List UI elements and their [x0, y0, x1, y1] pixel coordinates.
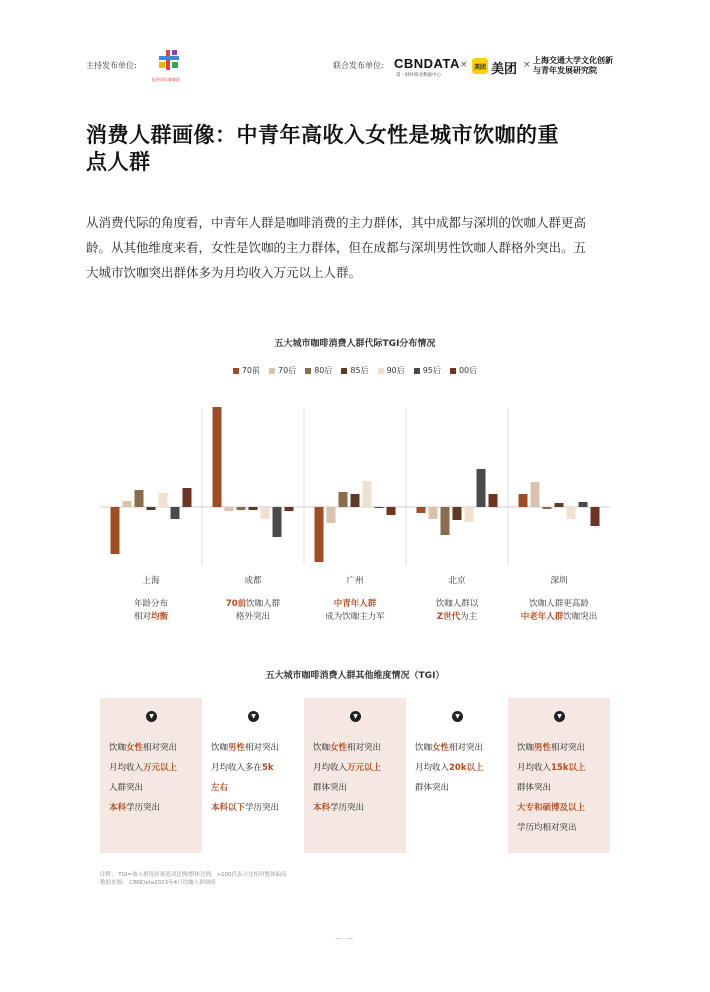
- legend-swatch: [378, 368, 384, 374]
- city-desc-chengdu: [202, 598, 304, 624]
- legend-swatch: [414, 368, 420, 374]
- legend-label: 95后: [422, 366, 441, 375]
- bar-广州-85后: [351, 494, 360, 507]
- card-highlight: 女性: [432, 743, 450, 753]
- card-text: 相对突出: [449, 743, 484, 753]
- desc-highlight: 均衡: [151, 612, 169, 622]
- legend-item: [269, 365, 296, 376]
- title-line-2: 点人群: [86, 150, 151, 174]
- bar-深圳-85后: [555, 503, 564, 507]
- bar-北京-80后: [441, 507, 450, 535]
- card-highlight: 20k以上: [449, 763, 484, 773]
- bar-上海-85后: [147, 507, 156, 510]
- city-label-guangzhou: 广州: [346, 576, 364, 586]
- note-line-2: 数据来源： CBNData2023年4月饮咖人群调研: [100, 880, 216, 886]
- card-text: 相对突出: [143, 743, 178, 753]
- sjtu-line-2: 与青年发展研究院: [533, 66, 597, 75]
- legend-item: [305, 365, 332, 376]
- chevron-down-icon: ▼: [146, 711, 157, 722]
- legend-item: [341, 365, 368, 376]
- bar-上海-70前: [111, 507, 120, 554]
- chart-legend: [100, 365, 610, 376]
- city-labels: [100, 572, 610, 632]
- card-highlight: 万元以上: [347, 763, 382, 773]
- chart-title: 五大城市咖啡消费人群代际TGI分布情况: [274, 339, 436, 349]
- desc-highlight: Z世代: [436, 612, 461, 622]
- bar-深圳-70前: [519, 494, 528, 507]
- bar-成都-85后: [249, 507, 258, 510]
- chart2-title: 五大城市咖啡消费人群其他维度情况（TGI）: [265, 671, 445, 681]
- card-text: 群体突出: [415, 783, 450, 793]
- city-label-chengdu: 成都: [244, 576, 262, 586]
- bar-上海-00后: [183, 488, 192, 507]
- bar-广州-70后: [327, 507, 336, 523]
- bar-成都-70后: [225, 507, 234, 511]
- cbndata-subtitle: 第一财经商业数据中心: [396, 73, 441, 78]
- card-text: 学历突出: [330, 803, 365, 813]
- legend-swatch: [341, 368, 347, 374]
- bar-成都-90后: [261, 507, 270, 519]
- desc-highlight: 中青年人群: [333, 599, 377, 609]
- legend-label: 90后: [386, 366, 405, 375]
- chevron-down-icon: ▼: [554, 711, 565, 722]
- card-text: 饮咖: [211, 743, 229, 753]
- card-text: 月均收入: [415, 763, 450, 773]
- card-highlight: 5k: [262, 763, 274, 773]
- meituan-logo-icon: 美团: [472, 58, 488, 74]
- desc-highlight: 70前: [225, 599, 247, 609]
- card-highlight: 男性: [228, 743, 246, 753]
- desc-text: 饮咖人群: [246, 599, 281, 609]
- paragraph-line-3: 大城市饮咖突出群体多为月均收入万元以上人群。: [86, 265, 362, 280]
- tgi-bar-chart: [100, 400, 610, 565]
- chevron-down-icon: ▼: [452, 711, 463, 722]
- card-highlight: 本科: [109, 803, 127, 813]
- host-org-name: 虹桥国际咖啡港: [152, 77, 180, 82]
- card-highlight: 15k以上: [551, 763, 586, 773]
- card-text: 学历突出: [126, 803, 161, 813]
- desc-line: 年龄分布: [133, 599, 168, 609]
- page-marks: — —: [335, 934, 354, 943]
- legend-item: [450, 365, 477, 376]
- bar-成都-80后: [237, 507, 246, 510]
- card-text: 人群突出: [109, 783, 144, 793]
- bar-深圳-90后: [567, 507, 576, 519]
- city-desc-shanghai: [100, 598, 202, 624]
- card-text: 相对突出: [347, 743, 382, 753]
- card-text: 学历均相对突出: [517, 823, 577, 833]
- city-label-shanghai: 上海: [142, 576, 160, 586]
- bar-广州-70前: [315, 507, 324, 562]
- intro-paragraph: [86, 210, 646, 285]
- sjtu-line-1: 上海交通大学文化创新: [533, 56, 613, 65]
- legend-swatch: [269, 368, 275, 374]
- city-desc-shenzhen: [508, 598, 610, 624]
- card-highlight: 本科: [313, 803, 331, 813]
- card-highlight: 万元以上: [143, 763, 178, 773]
- bar-深圳-95后: [579, 502, 588, 507]
- bar-深圳-00后: [591, 507, 600, 526]
- bar-北京-95后: [477, 469, 486, 507]
- legend-label: 85后: [350, 366, 369, 375]
- bar-成都-00后: [285, 507, 294, 511]
- bar-广州-90后: [363, 481, 372, 507]
- desc-line: 格外突出: [235, 612, 270, 622]
- card-text: 饮咖: [313, 743, 331, 753]
- card-shanghai: [100, 698, 202, 853]
- coffee-port-logo-icon: [157, 48, 181, 74]
- bar-广州-00后: [387, 507, 396, 515]
- times-sign: ×: [460, 60, 468, 70]
- card-text: 月均收入: [313, 763, 348, 773]
- bar-深圳-70后: [531, 482, 540, 507]
- desc-line: 饮咖人群更高龄: [529, 599, 589, 609]
- page-title: [86, 122, 646, 176]
- city-desc-guangzhou: [304, 598, 406, 624]
- legend-swatch: [233, 368, 239, 374]
- bar-深圳-80后: [543, 507, 552, 509]
- card-text: 饮咖: [517, 743, 535, 753]
- card-highlight: 本科以下: [211, 803, 246, 813]
- bar-上海-90后: [159, 493, 168, 507]
- card-shenzhen: [508, 698, 610, 853]
- cbndata-logo: CBNDATA: [394, 56, 460, 71]
- desc-text: 为主: [460, 612, 478, 622]
- card-highlight: 女性: [330, 743, 348, 753]
- paragraph-line-2: 龄。从其他维度来看，女性是饮咖的主力群体，但在成都与深圳男性饮咖人群格外突出。五: [86, 240, 587, 255]
- note-line-1: 注释： TGI=该人群选择该选项比例/整体比例，>100代表占比相对整体偏高: [100, 872, 287, 878]
- card-text: 月均收入多在: [211, 763, 263, 773]
- card-text: 学历突出: [245, 803, 280, 813]
- card-text: 相对突出: [245, 743, 280, 753]
- bar-上海-70后: [123, 501, 132, 507]
- bar-北京-85后: [453, 507, 462, 520]
- card-chengdu: [202, 698, 304, 853]
- bar-成都-95后: [273, 507, 282, 537]
- footnote: [100, 871, 287, 887]
- times-sign-2: ×: [523, 60, 531, 70]
- bar-北京-70前: [417, 507, 426, 513]
- legend-label: 70前: [241, 366, 261, 375]
- bar-广州-95后: [375, 507, 384, 508]
- desc-line: 成为饮咖主力军: [325, 612, 385, 622]
- card-text: 月均收入: [517, 763, 552, 773]
- card-text: 群体突出: [313, 783, 348, 793]
- card-text: 群体突出: [517, 783, 552, 793]
- card-highlight: 左右: [211, 783, 229, 793]
- desc-text: 饮咖突出: [563, 612, 598, 622]
- paragraph-line-1: 从消费代际的角度看，中青年人群是咖啡消费的主力群体，其中成都与深圳的饮咖人群更高: [86, 215, 587, 230]
- chevron-down-icon: ▼: [350, 711, 361, 722]
- card-text: 饮咖: [109, 743, 127, 753]
- card-guangzhou: [304, 698, 406, 853]
- bar-北京-70后: [429, 507, 438, 519]
- title-line-1: 消费人群画像：中青年高收入女性是城市饮咖的重: [86, 123, 559, 147]
- desc-line: 饮咖人群以: [435, 599, 479, 609]
- card-highlight: 女性: [126, 743, 144, 753]
- bar-上海-95后: [171, 507, 180, 519]
- card-text: 饮咖: [415, 743, 433, 753]
- legend-item: [414, 365, 441, 376]
- bar-上海-80后: [135, 490, 144, 507]
- card-text: 月均收入: [109, 763, 144, 773]
- card-highlight: 男性: [534, 743, 552, 753]
- card-beijing: [406, 698, 508, 853]
- city-desc-beijing: [406, 598, 508, 624]
- legend-label: 00后: [458, 366, 478, 375]
- legend-swatch: [305, 368, 311, 374]
- sjtu-institute: [533, 56, 613, 76]
- legend-label: 70后: [278, 366, 297, 375]
- bar-北京-00后: [489, 494, 498, 507]
- meituan-wordmark: 美团: [491, 62, 518, 77]
- legend-swatch: [450, 368, 456, 374]
- city-label-shenzhen: 深圳: [550, 576, 568, 586]
- city-label-beijing: 北京: [448, 576, 466, 586]
- desc-text: 相对: [133, 612, 151, 622]
- host-label: 主持发布单位:: [86, 61, 137, 70]
- legend-label: 80后: [314, 366, 333, 375]
- chevron-down-icon: ▼: [248, 711, 259, 722]
- card-text: 相对突出: [551, 743, 586, 753]
- legend-item: [233, 365, 260, 376]
- bar-成都-70前: [213, 407, 222, 507]
- legend-item: [378, 365, 405, 376]
- co-label: 联合发布单位:: [333, 61, 384, 70]
- card-highlight: 大专和硕博及以上: [517, 803, 586, 813]
- desc-highlight: 中老年人群: [520, 612, 564, 622]
- bar-北京-90后: [465, 507, 474, 522]
- bar-广州-80后: [339, 492, 348, 507]
